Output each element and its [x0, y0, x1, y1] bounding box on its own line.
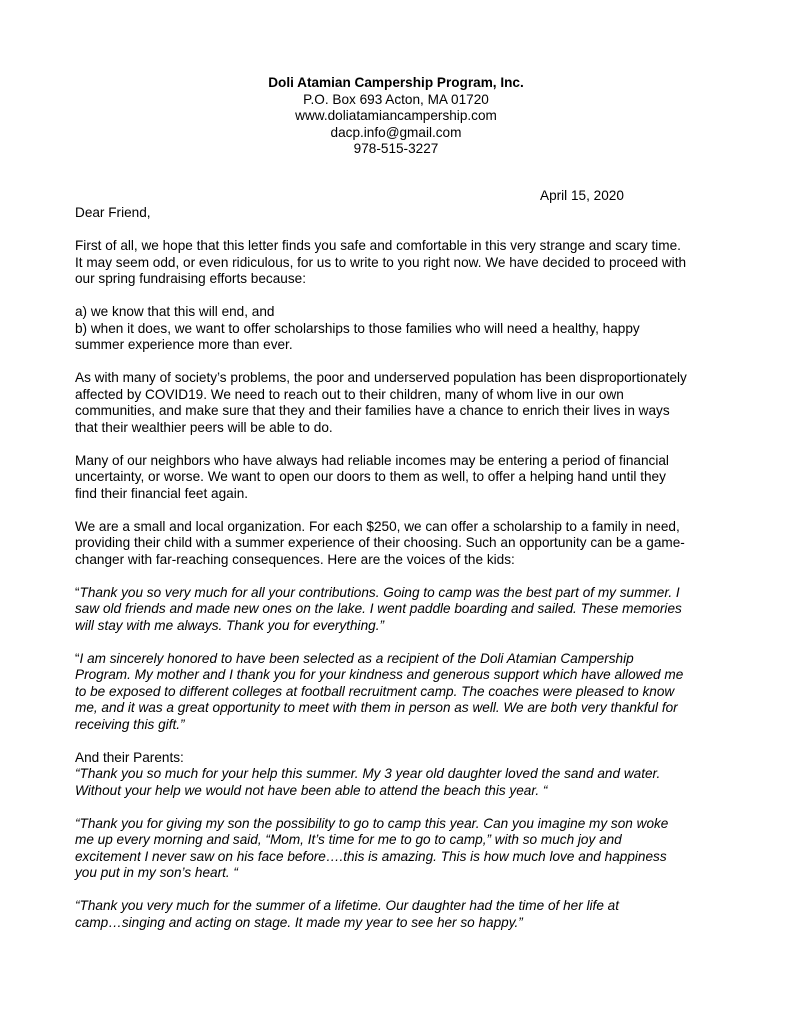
quote-line: “Thank you very much for the summer of a lifetime. Our daughter had the time of her life at [75, 898, 619, 913]
quote-line: me, and it was a great opportunity to meet with them in person as well. We are both very thankful for [75, 700, 678, 715]
quote-open-mark: “ [75, 584, 80, 600]
paragraph-line: Many of our neighbors who have always had reliable incomes may be entering a period of financial [75, 452, 669, 468]
org-phone: 978-515-3227 [353, 141, 439, 156]
paragraph-line: First of all, we hope that this letter finds you safe and comfortable in this very strange and scary time. [75, 238, 681, 253]
paragraph-intro [75, 238, 725, 288]
quote-line: me up every morning and said, “Mom, It’s time for me to go to camp,” with so much joy and [75, 832, 622, 847]
quote-line: to be exposed to different colleges at football recruitment camp. The coaches were pleased to know [75, 683, 675, 699]
paragraph-line: affected by COVID19. We need to reach out to their children, many of whom live in our own [75, 386, 624, 402]
parent-quote [75, 898, 725, 931]
org-website: www.doliatamiancampership.com [295, 108, 497, 123]
paragraph-line: providing their child with a summer experience of their choosing. Such an opportunity can be a game- [75, 535, 685, 550]
quote-line: receiving this gift.” [75, 716, 185, 732]
quote-line: Program. My mother and I thank you for your kindness and generous support which have allowed me [75, 667, 684, 682]
org-address: P.O. Box 693 Acton, MA 01720 [303, 91, 489, 107]
paragraph-line: that their wealthier peers will be able to do. [75, 419, 333, 435]
parent-quote [75, 766, 725, 799]
quote-line: excitement I never saw on his face before….this is amazing. This is how much love and happiness [75, 848, 667, 864]
paragraph-organization [75, 519, 725, 569]
paragraph-line: communities, and make sure that they and their families have a chance to enrich their lives in ways [75, 403, 670, 418]
paragraph-line: our spring fundraising efforts because: [75, 271, 306, 286]
quote-line: “Thank you for giving my son the possibility to go to camp this year. Can you imagine my son woke [75, 815, 669, 831]
quote-line: will stay with me always. Thank you for everything.” [75, 617, 384, 633]
reason-item: a) we know that this will end, and [75, 304, 275, 319]
paragraph-line: We are a small and local organization. For each $250, we can offer a scholarship to a family in need, [75, 518, 680, 534]
parents-heading: And their Parents: [75, 749, 184, 765]
salutation: Dear Friend, [75, 205, 151, 220]
paragraph-line: changer with far-reaching consequences. Here are the voices of the kids: [75, 551, 515, 567]
org-name: Doli Atamian Campership Program, Inc. [268, 75, 524, 90]
paragraph-line: As with many of society’s problems, the poor and underserved population has been disproportionately [75, 370, 687, 385]
quote-line: “Thank you so much for your help this summer. My 3 year old daughter loved the sand and water. [75, 766, 661, 781]
kid-quote [75, 651, 725, 734]
letter-date: April 15, 2020 [540, 188, 624, 203]
paragraph-covid [75, 370, 725, 436]
reasons-list [75, 304, 725, 354]
quote-line: you put in my son’s heart. “ [75, 865, 238, 880]
quote-line: camp…singing and acting on stage. It made my year to see her so happy.” [75, 914, 523, 930]
org-email: dacp.info@gmail.com [330, 124, 462, 140]
kid-quote [75, 585, 725, 635]
parent-quote [75, 816, 725, 882]
quote-line: Thank you so very much for all your contributions. Going to camp was the best part of my summer. I [79, 584, 680, 600]
paragraph-line: find their financial feet again. [75, 485, 249, 501]
reason-item: summer experience more than ever. [75, 337, 293, 352]
quote-line: Without your help we would not have been able to attend the beach this year. “ [75, 782, 548, 798]
quote-open-mark: “ [75, 650, 80, 666]
paragraph-neighbors [75, 453, 725, 503]
paragraph-line: It may seem odd, or even ridiculous, for us to write to you right now. We have decided to proceed with [75, 254, 687, 270]
quote-line: saw old friends and made new ones on the lake. I went paddle boarding and sailed. These memories [75, 601, 682, 616]
letter-body [75, 205, 725, 931]
letterhead [0, 75, 792, 158]
paragraph-line: uncertainty, or worse. We want to open our doors to them as well, to offer a helping hand until they [75, 469, 666, 484]
quote-line: I am sincerely honored to have been selected as a recipient of the Doli Atamian Campership [79, 650, 634, 666]
reason-item: b) when it does, we want to offer scholarships to those families who will need a healthy, happy [75, 320, 640, 336]
